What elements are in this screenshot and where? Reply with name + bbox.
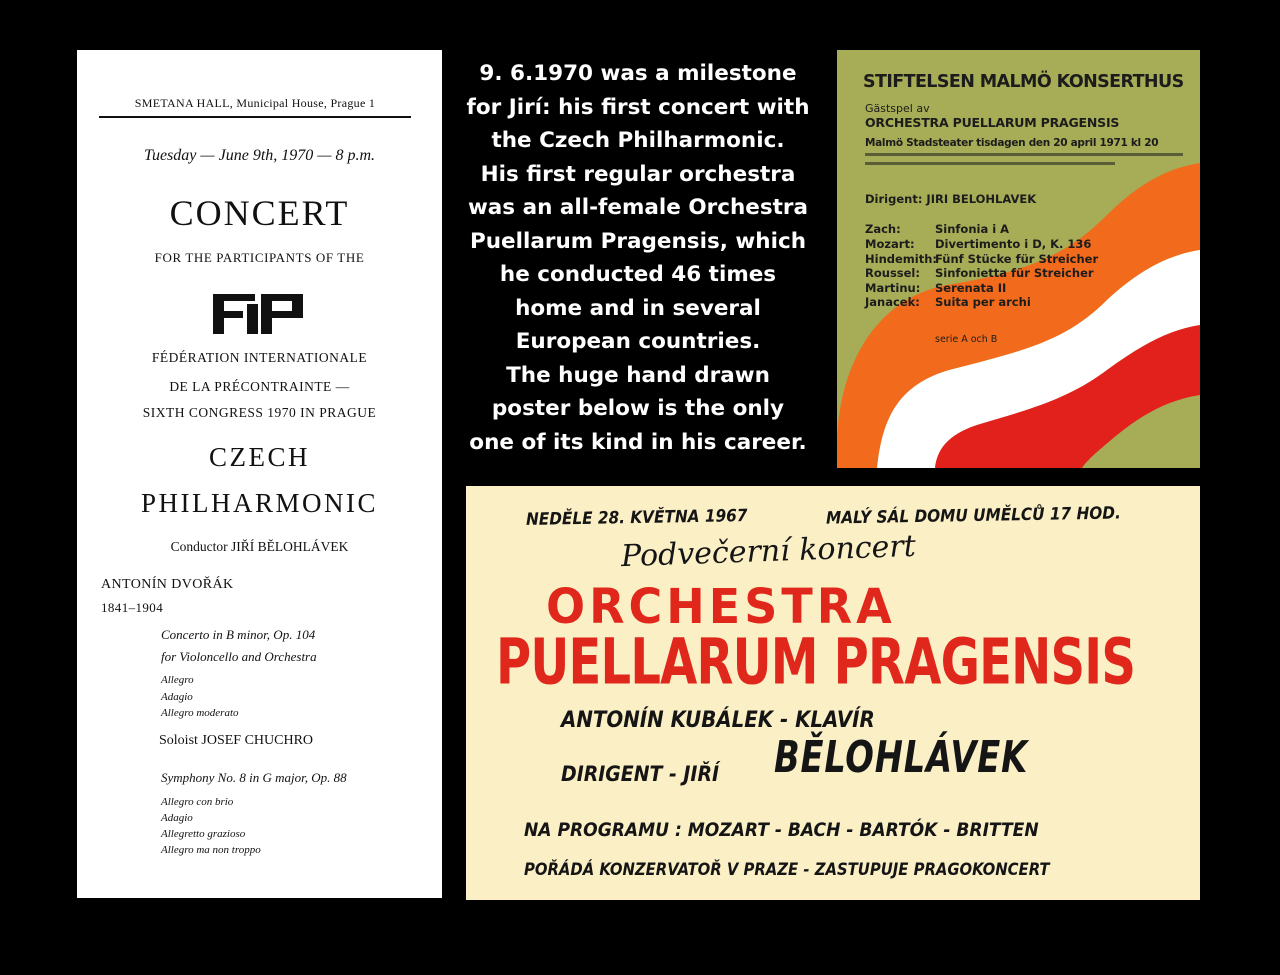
program-work: Sinfonia i A	[935, 222, 1010, 236]
program-date: Tuesday — June 9th, 1970 — 8 p.m.	[143, 147, 376, 164]
malmo-guest: Gästspel av	[865, 102, 930, 115]
work2-movement: Allegretto grazioso	[161, 828, 246, 840]
federation-line-2: DE LA PRÉCONTRAINTE —	[169, 379, 350, 394]
poster-venue: MALÝ SÁL DOMU UMĚLCŮ 17 HOD.	[825, 503, 1121, 529]
caption-line: poster below is the only	[491, 396, 785, 421]
program-hall: SMETANA HALL, Municipal House, Prague 1	[134, 96, 376, 110]
work2-movement: Allegro ma non troppo	[161, 844, 261, 856]
program-work: Fünf Stücke für Streicher	[935, 252, 1099, 266]
malmo-program-row	[865, 252, 1098, 266]
malmo-program-row	[865, 266, 1094, 280]
poster-conductor-label: DIRIGENT - JIŘÍ	[561, 762, 720, 786]
malmo-header: STIFTELSEN MALMÖ KONSERTHUS	[863, 72, 1184, 92]
poster-title-orchestra: ORCHESTRA	[546, 578, 896, 635]
poster-subtitle: Podvečerní koncert	[620, 528, 917, 575]
poster-soloist: ANTONÍN KUBÁLEK - KLAVÍR	[561, 708, 875, 733]
work1-movement: Allegro moderato	[161, 707, 239, 719]
poster-date: NEDĚLE 28. KVĚTNA 1967	[525, 506, 748, 530]
work1-line-1: Concerto in B minor, Op. 104	[161, 627, 316, 642]
caption-line: The huge hand drawn	[506, 362, 770, 388]
work2-movement: Adagio	[161, 812, 193, 824]
malmo-program-row	[865, 281, 1006, 295]
program-composer: Mozart:	[865, 237, 915, 251]
caption-line: one of its kind in his career.	[469, 429, 807, 455]
federation-line-1: FÉDÉRATION INTERNATIONALE	[151, 350, 368, 365]
poster-conductor-name: BĚLOHLÁVEK	[774, 732, 1029, 783]
federation-line-3: SIXTH CONGRESS 1970 IN PRAGUE	[142, 405, 377, 420]
malmo-program-row	[865, 237, 1091, 251]
caption-line: home and in several	[515, 295, 761, 321]
malmo-conductor: Dirigent: JIRI BELOHLAVEK	[865, 192, 1037, 206]
program-composer: Martinu:	[865, 281, 921, 295]
malmo-fine-print	[865, 153, 1183, 156]
work1-line-2: for Violoncello and Orchestra	[161, 649, 317, 664]
program-work: Divertimento i D, K. 136	[935, 237, 1092, 251]
caption-line: 9. 6.1970 was a milestone	[479, 61, 797, 86]
work1-movement: Allegro	[161, 674, 194, 686]
program-divider	[99, 116, 411, 118]
malmo-program-row	[865, 295, 1031, 309]
caption-text	[455, 57, 821, 459]
work2-movement: Allegro con brio	[161, 796, 234, 808]
malmo-venue: Malmö Stadsteater tisdagen den 20 april 1971 kl 20	[865, 137, 1159, 149]
orchestra-line-2: PHILHARMONIC	[140, 488, 378, 518]
caption-line: for Jirí: his first concert with	[466, 94, 810, 120]
program-work: Serenata II	[935, 281, 1007, 295]
hand-drawn-poster	[466, 486, 1200, 900]
fip-logo	[213, 294, 303, 334]
malmo-orchestra: ORCHESTRA PUELLARUM PRAGENSIS	[865, 115, 1120, 130]
work2-title: Symphony No. 8 in G major, Op. 88	[161, 770, 347, 785]
caption-line: the Czech Philharmonic.	[491, 128, 785, 153]
caption-line: was an all-female Orchestra	[467, 195, 809, 220]
poster-title-pragensis: PUELLARUM PRAGENSIS	[496, 626, 1136, 700]
program-composer: Roussel:	[865, 266, 920, 280]
program-composer: Janacek:	[865, 295, 920, 309]
caption-line: Puellarum Pragensis, which	[469, 228, 807, 254]
program-work: Sinfonietta für Streicher	[935, 266, 1094, 280]
malmo-poster	[837, 50, 1200, 468]
composer-name: ANTONÍN DVOŘÁK	[101, 577, 234, 592]
caption-line: His first regular orchestra	[480, 161, 796, 187]
poster-programme: NA PROGRAMU : MOZART - BACH - BARTÓK - BRITTEN	[524, 819, 1039, 841]
malmo-program-row	[865, 222, 1009, 236]
concert-program	[77, 50, 442, 898]
work1-movement: Adagio	[161, 691, 193, 703]
malmo-series: serie A och B	[935, 334, 998, 345]
caption-line: he conducted 46 times	[499, 262, 777, 287]
caption-line: European countries.	[515, 329, 761, 354]
program-soloist: Soloist JOSEF CHUCHRO	[159, 733, 314, 748]
composer-years: 1841–1904	[101, 600, 164, 615]
poster-organizer: POŘÁDÁ KONZERVATOŘ V PRAZE - ZASTUPUJE PRAGOKONCERT	[524, 860, 1050, 879]
program-participants: FOR THE PARTICIPANTS OF THE	[154, 250, 365, 265]
program-work: Suita per archi	[935, 295, 1031, 309]
program-composer: Zach:	[865, 222, 901, 236]
program-title: CONCERT	[169, 193, 350, 233]
orchestra-line-1: CZECH	[208, 442, 310, 472]
program-conductor: Conductor JIŘÍ BĚLOHLÁVEK	[170, 539, 349, 554]
program-composer: Hindemith:	[865, 252, 937, 266]
malmo-fine-print	[865, 162, 1115, 165]
